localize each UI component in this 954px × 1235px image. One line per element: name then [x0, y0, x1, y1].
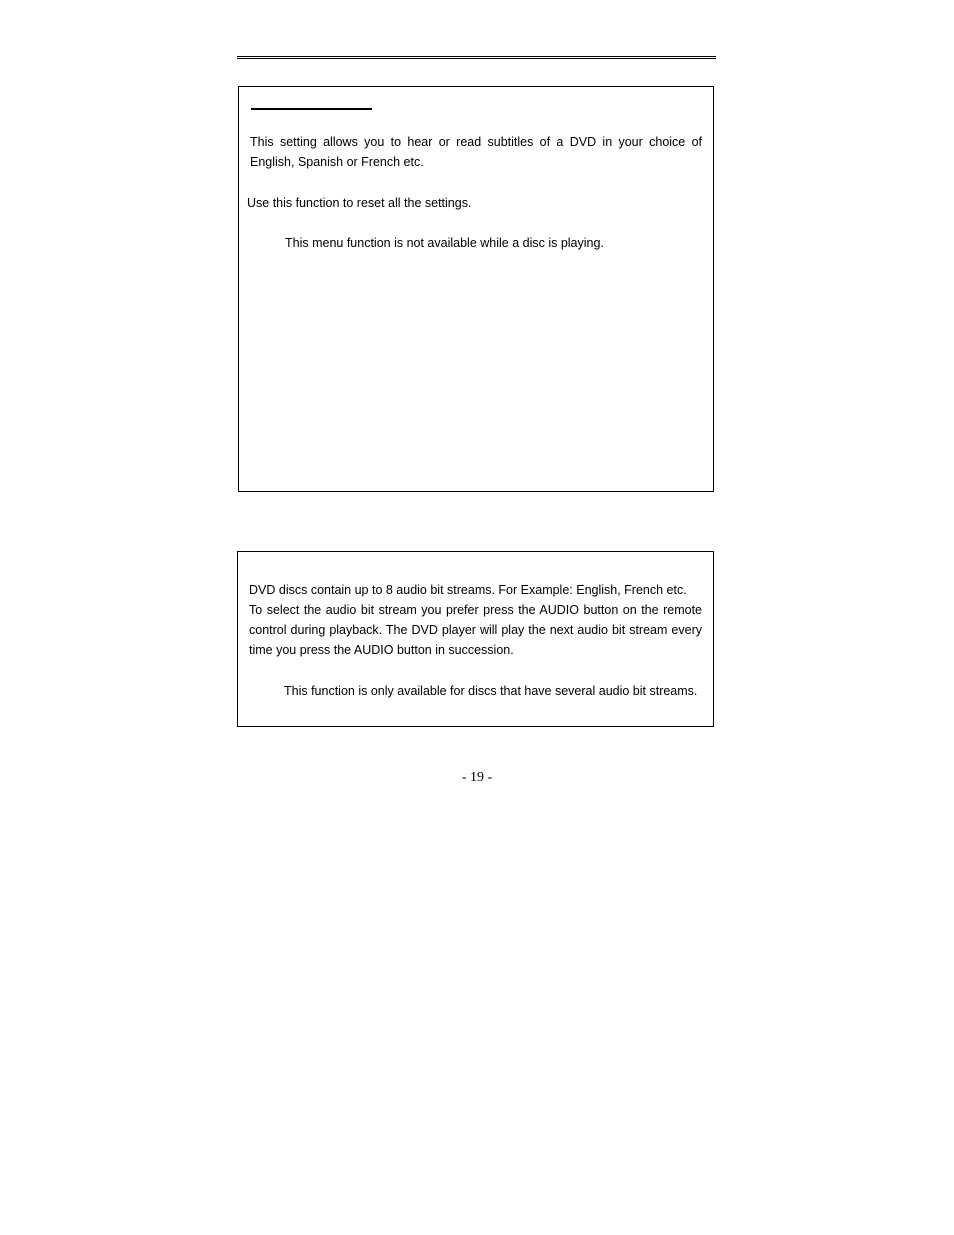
heading-underline	[251, 108, 372, 110]
audio-paragraph-line-1: DVD discs contain up to 8 audio bit streams. For Example: English, French etc.	[249, 583, 687, 597]
audio-note: This function is only available for discs that have several audio bit streams.	[284, 684, 698, 698]
header-rule	[237, 56, 716, 59]
reset-note: This menu function is not available while a disc is playing.	[285, 236, 604, 250]
audio-paragraph-rest: To select the audio bit stream you prefer press the AUDIO button on the remote control during playback. The DVD player will play the next audio bit stream every time you press the AUDIO button in succession.	[249, 603, 702, 657]
settings-box	[238, 86, 714, 492]
audio-box	[237, 551, 714, 727]
subtitle-setting-paragraph: This setting allows you to hear or read subtitles of a DVD in your choice of English, Spanish or French etc.	[250, 135, 702, 169]
audio-paragraph	[249, 580, 702, 660]
reset-paragraph: Use this function to reset all the settings.	[247, 196, 472, 210]
page-number: - 19 -	[461, 770, 493, 785]
